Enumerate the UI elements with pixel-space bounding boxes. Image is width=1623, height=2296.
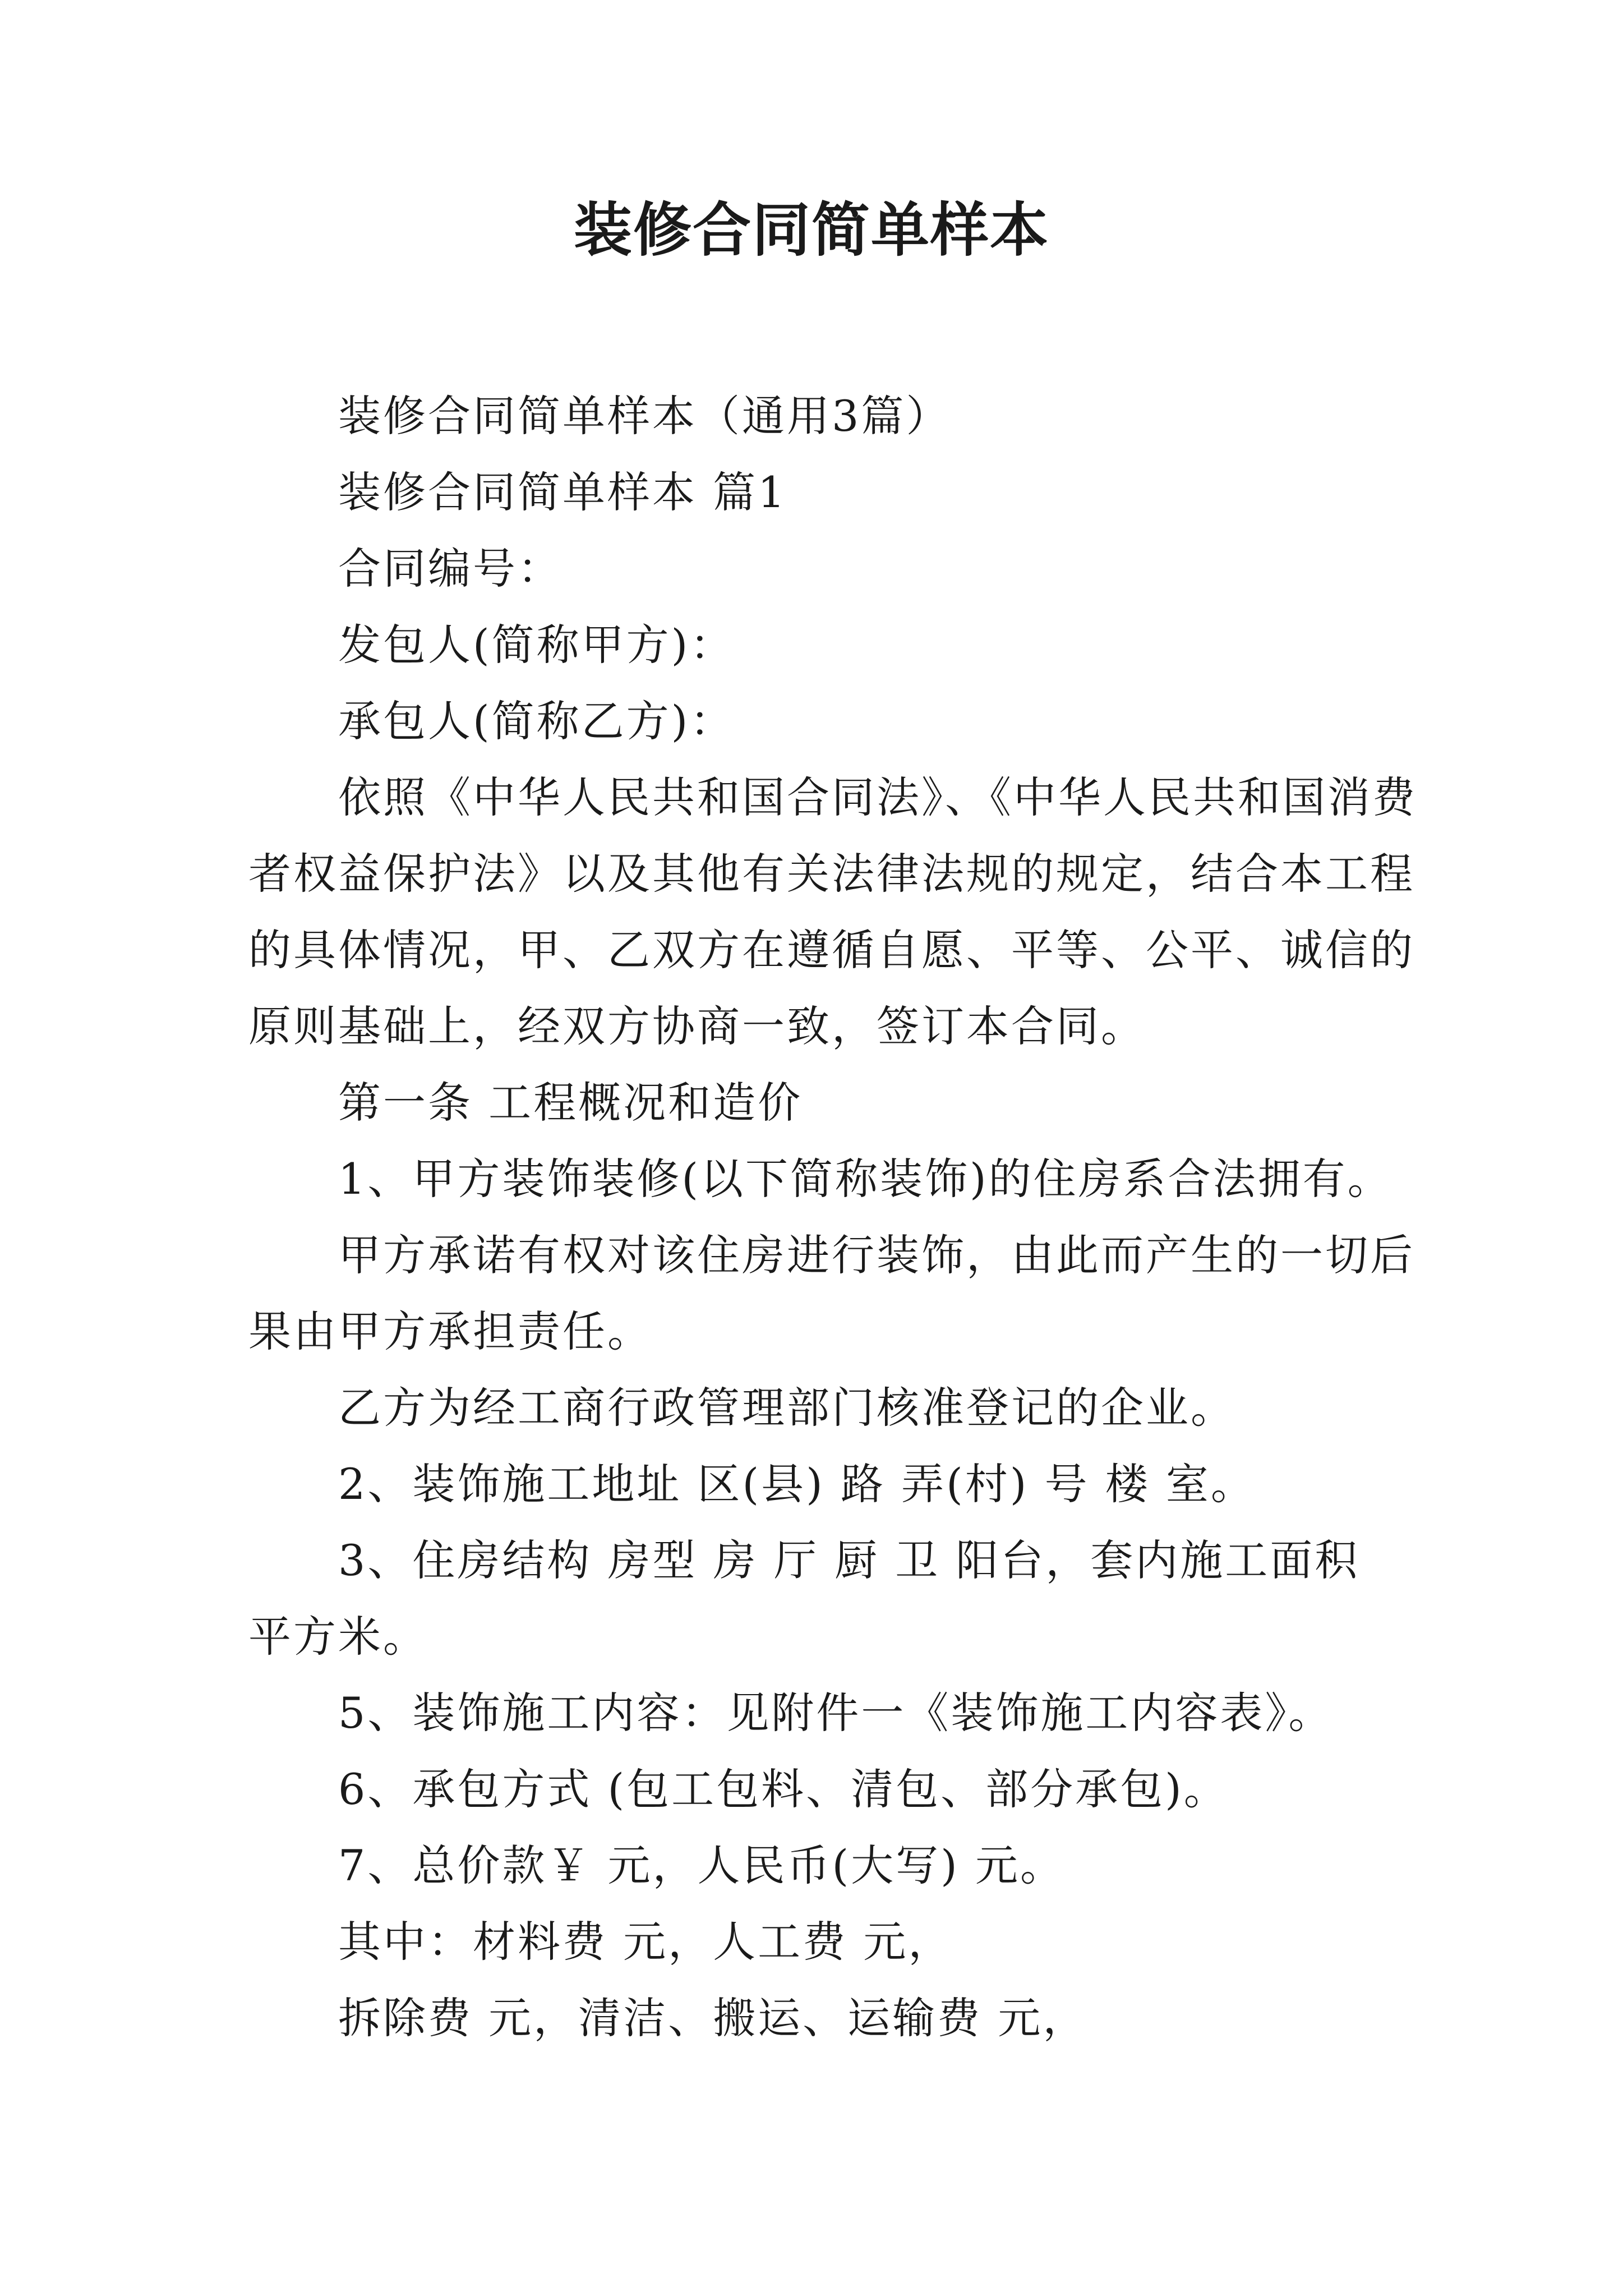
subtitle-line: 装修合同简单样本（通用3篇） xyxy=(338,391,951,441)
article-heading: 第一条 工程概况和造价 xyxy=(338,1078,803,1128)
clause-line: 7、总价款￥ 元，人民币(大写) 元。 xyxy=(338,1841,1065,1890)
paragraph-line: 原则基础上，经双方协商一致，签订本合同。 xyxy=(248,1001,1146,1051)
clause-line: 甲方承诺有权对该住房进行装饰，由此而产生的一切后 xyxy=(338,1230,1415,1280)
paragraph-line: 者权益保护法》以及其他有关法律法规的规定，结合本工程 xyxy=(248,849,1415,899)
clause-line: 拆除费 元，清洁、搬运、运输费 元， xyxy=(338,1993,1088,2043)
party-a-line: 发包人(简称甲方)： xyxy=(338,620,735,670)
paragraph-line: 的具体情况，甲、乙双方在遵循自愿、平等、公平、诚信的 xyxy=(248,925,1415,975)
clause-line: 2、装饰施工地址 区(县) 路 弄(村) 号 楼 室。 xyxy=(338,1459,1256,1509)
contract-number-line: 合同编号： xyxy=(338,544,562,593)
clause-line: 果由甲方承担责任。 xyxy=(248,1306,652,1356)
paragraph-line: 依照《中华人民共和国合同法》、《中华人民共和国消费 xyxy=(338,772,1417,822)
party-b-line: 承包人(简称乙方)： xyxy=(338,696,735,746)
clause-line: 1、甲方装饰装修(以下简称装饰)的住房系合法拥有。 xyxy=(338,1154,1393,1204)
clause-line: 3、住房结构 房型 房 厅 厨 卫 阳台，套内施工面积 xyxy=(338,1535,1360,1585)
document-title: 装修合同简单样本 xyxy=(573,196,1049,264)
clause-line: 5、装饰施工内容：见附件一《装饰施工内容表》。 xyxy=(338,1688,1334,1738)
clause-line: 平方米。 xyxy=(248,1612,428,1662)
clause-line: 6、承包方式 (包工包料、清包、部分承包)。 xyxy=(338,1764,1229,1814)
section-heading: 装修合同简单样本 篇1 xyxy=(338,467,787,517)
clause-line: 其中：材料费 元，人工费 元， xyxy=(338,1917,953,1967)
clause-line: 乙方为经工商行政管理部门核准登记的企业。 xyxy=(338,1383,1235,1433)
